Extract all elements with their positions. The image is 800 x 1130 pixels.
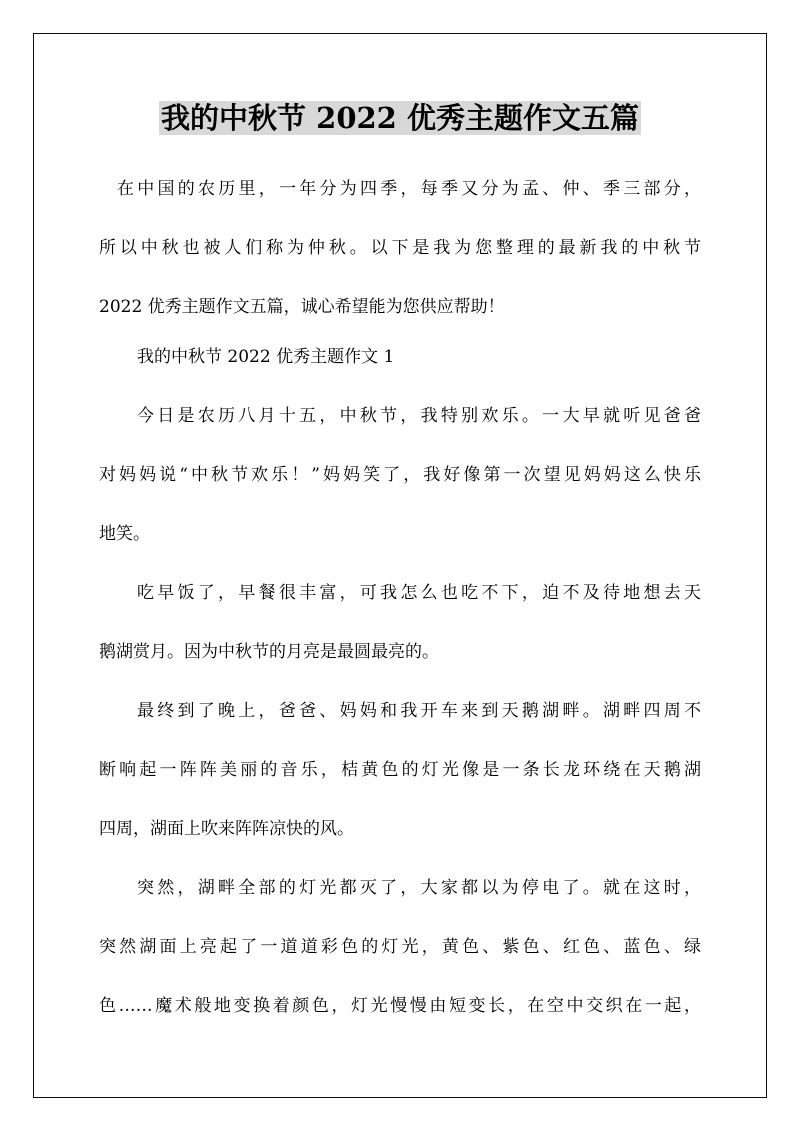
document-title-text: 我的中秋节 2022 优秀主题作文五篇 [161,101,639,135]
intro-line: 在中国的农历里，一年分为四季，每季又分为孟、仲、季三部分， [117,179,701,199]
paragraph-line: 地笑。 [99,524,150,544]
document-title [0,98,800,138]
paragraph-line: 突然湖面上亮起了一道道彩色的灯光，黄色、紫色、红色、蓝色、绿 [99,937,701,957]
paragraph-line: 突然，湖畔全部的灯光都灭了，大家都以为停电了。就在这时， [137,878,701,898]
paragraph-line: 今日是农历八月十五，中秋节，我特别欢乐。一大早就听见爸爸 [137,406,701,426]
paragraph-line: 四周，湖面上吹来阵阵凉快的风。 [99,819,354,839]
paragraph-line: 对妈妈说“中秋节欢乐！”妈妈笑了，我好像第一次望见妈妈这么快乐 [99,465,701,485]
paragraph-line: 断响起一阵阵美丽的音乐，桔黄色的灯光像是一条长龙环绕在天鹅湖 [99,760,701,780]
paragraph-line: 吃早饭了，早餐很丰富，可我怎么也吃不下，迫不及待地想去天 [137,583,701,603]
intro-line: 所以中秋也被人们称为仲秋。以下是我为您整理的最新我的中秋节 [99,238,701,258]
paragraph-line: 最终到了晚上，爸爸、妈妈和我开车来到天鹅湖畔。湖畔四周不 [137,701,701,721]
paragraph-line: 鹅湖赏月。因为中秋节的月亮是最圆最亮的。 [99,642,439,662]
document-body [99,160,701,1036]
paragraph-line: 色……魔术般地变换着颜色，灯光慢慢由短变长，在空中交织在一起， [99,996,701,1016]
intro-line: 2022 优秀主题作文五篇，诚心希望能为您供应帮助！ [99,297,505,317]
section-heading: 我的中秋节 2022 优秀主题作文 1 [137,347,395,367]
